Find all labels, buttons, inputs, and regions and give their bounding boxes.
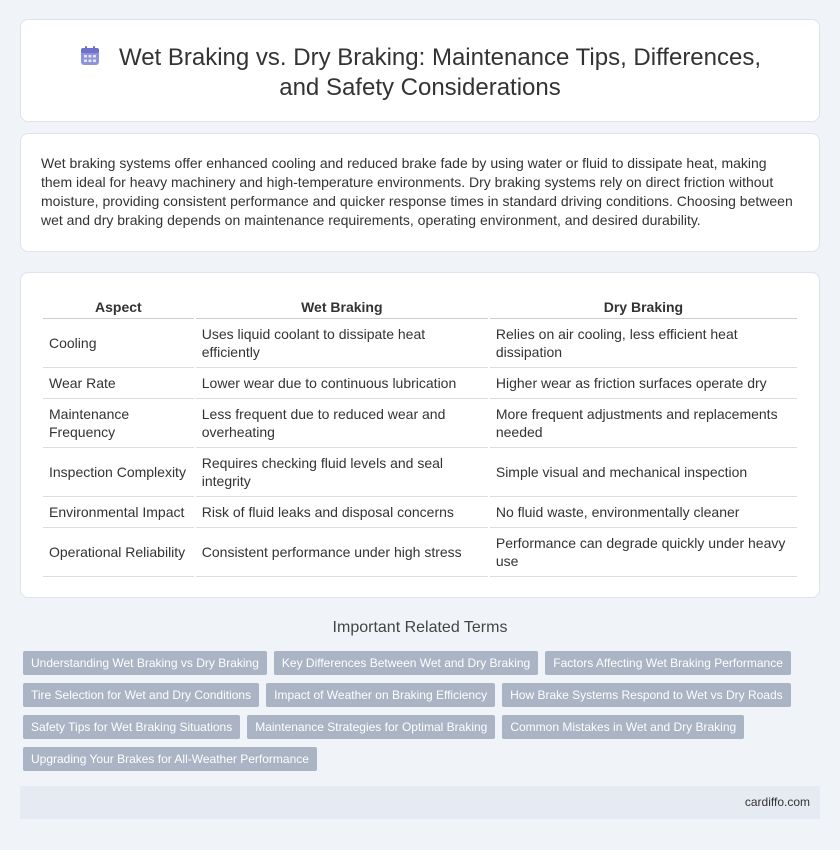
footer — [20, 786, 820, 819]
cell-dry: Simple visual and mechanical inspection — [490, 448, 797, 497]
related-tag[interactable]: Impact of Weather on Braking Efficiency — [266, 683, 495, 707]
cell-wet: Less frequent due to reduced wear and overheating — [196, 399, 488, 448]
intro-card — [20, 133, 820, 252]
header-wet-braking: Wet Braking — [196, 294, 488, 319]
comparison-table-card — [20, 272, 820, 598]
related-tag[interactable]: Upgrading Your Brakes for All-Weather Performance — [23, 747, 317, 771]
table-row — [43, 399, 797, 448]
calendar-icon — [79, 45, 101, 67]
cell-dry: Higher wear as friction surfaces operate dry — [490, 368, 797, 399]
table-row — [43, 448, 797, 497]
related-tag[interactable]: Understanding Wet Braking vs Dry Braking — [23, 651, 267, 675]
cell-wet: Risk of fluid leaks and disposal concerns — [196, 497, 488, 528]
cell-dry: No fluid waste, environmentally cleaner — [490, 497, 797, 528]
related-tag[interactable]: Common Mistakes in Wet and Dry Braking — [502, 715, 744, 739]
header-aspect: Aspect — [43, 294, 194, 319]
related-tag[interactable]: Safety Tips for Wet Braking Situations — [23, 715, 240, 739]
cell-aspect: Inspection Complexity — [43, 448, 194, 497]
related-tag[interactable]: Maintenance Strategies for Optimal Braking — [247, 715, 495, 739]
cell-wet: Uses liquid coolant to dissipate heat efficiently — [196, 319, 488, 368]
cell-aspect: Maintenance Frequency — [43, 399, 194, 448]
related-tag[interactable]: Key Differences Between Wet and Dry Braking — [274, 651, 538, 675]
cell-dry: More frequent adjustments and replacements needed — [490, 399, 797, 448]
tag-row — [23, 683, 803, 707]
page-title-row — [61, 43, 779, 103]
related-tag[interactable]: Factors Affecting Wet Braking Performance — [545, 651, 791, 675]
cell-aspect: Operational Reliability — [43, 528, 194, 577]
cell-aspect: Environmental Impact — [43, 497, 194, 528]
footer-site-link[interactable]: cardiffo.com — [744, 795, 810, 809]
cell-aspect: Cooling — [43, 319, 194, 368]
table-row — [43, 528, 797, 577]
title-card — [20, 19, 820, 122]
table-row — [43, 497, 797, 528]
table-header-row — [43, 294, 797, 319]
page-title: Wet Braking vs. Dry Braking: Maintenance Tips, Differences, and Safety Considerations — [118, 44, 762, 101]
table-row — [43, 319, 797, 368]
related-tag[interactable]: How Brake Systems Respond to Wet vs Dry Roads — [502, 683, 791, 707]
tag-row — [23, 747, 803, 771]
related-terms-list — [23, 651, 803, 779]
related-tag[interactable]: Tire Selection for Wet and Dry Conditions — [23, 683, 259, 707]
header-dry-braking: Dry Braking — [490, 294, 797, 319]
table-row — [43, 368, 797, 399]
cell-wet: Lower wear due to continuous lubrication — [196, 368, 488, 399]
tag-row — [23, 715, 803, 739]
cell-wet: Requires checking fluid levels and seal integrity — [196, 448, 488, 497]
cell-dry: Relies on air cooling, less efficient heat dissipation — [490, 319, 797, 368]
intro-paragraph: Wet braking systems offer enhanced cooling and reduced brake fade by using water or fluid to dissipate heat, making them ideal for heavy machinery and high-temperature environments. Dry braking systems rely on direct friction without moisture, providing consistent performance and quicker response times in standard driving conditions. Choosing between wet and dry braking depends on maintenance requirements, operating environment, and desired durability. — [41, 155, 793, 228]
cell-wet: Consistent performance under high stress — [196, 528, 488, 577]
related-terms-title: Important Related Terms — [332, 619, 508, 636]
cell-aspect: Wear Rate — [43, 368, 194, 399]
cell-dry: Performance can degrade quickly under heavy use — [490, 528, 797, 577]
tag-row — [23, 651, 803, 675]
comparison-table — [41, 294, 799, 577]
